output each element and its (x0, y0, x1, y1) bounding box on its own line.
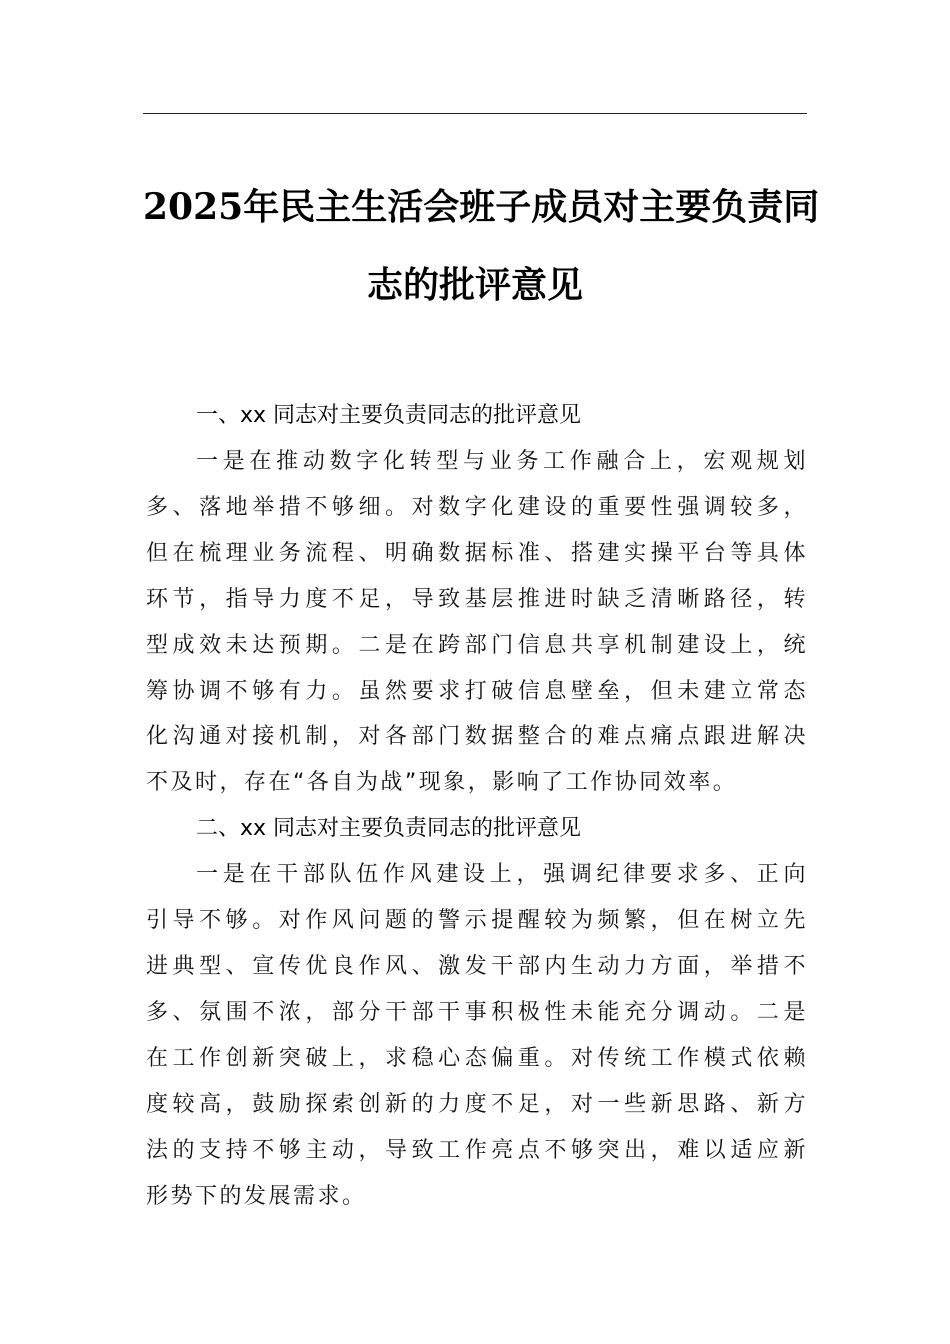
section-1 (146, 393, 808, 806)
section-paragraph (146, 852, 808, 1219)
paragraph-line: 筹协调不够有力。虽然要求打破信息壁垒，但未建立常态 (146, 678, 808, 704)
paragraph-line: 一是在干部队伍作风建设上，强调纪律要求多、正向 (196, 862, 808, 888)
section-paragraph (146, 439, 808, 806)
paragraph-line: 多、落地举措不够细。对数字化建设的重要性强调较多， (146, 494, 808, 520)
paragraph-line: 在工作创新突破上，求稳心态偏重。对传统工作模式依赖 (146, 1045, 808, 1071)
paragraph-line: 环节，指导力度不足，导致基层推进时缺乏清晰路径，转 (146, 586, 808, 612)
paragraph-line: 进典型、宣传优良作风、激发干部内生动力方面，举措不 (146, 954, 808, 980)
paragraph-line: 多、氛围不浓，部分干部干事积极性未能充分调动。二是 (146, 999, 808, 1025)
paragraph-line: 形势下的发展需求。 (146, 1183, 367, 1209)
document-body (146, 393, 808, 1220)
page-title (143, 168, 820, 324)
paragraph-line: 度较高，鼓励探索创新的力度不足，对一些新思路、新方 (146, 1091, 808, 1117)
section-heading: 一、xx 同志对主要负责同志的批评意见 (196, 403, 582, 428)
section-heading: 二、xx 同志对主要负责同志的批评意见 (196, 816, 582, 842)
paragraph-line: 一是在推动数字化转型与业务工作融合上，宏观规划 (196, 449, 808, 474)
title-line-2: 志的批评意见 (366, 264, 583, 306)
paragraph-line: 但在梳理业务流程、明确数据标准、搭建实操平台等具体 (146, 540, 808, 566)
paragraph-line: 不及时，存在“各自为战”现象，影响了工作协同效率。 (146, 770, 738, 796)
paragraph-line: 化沟通对接机制，对各部门数据整合的难点痛点跟进解决 (146, 724, 808, 750)
paragraph-line: 法的支持不够主动，导致工作亮点不够突出，难以适应新 (146, 1137, 808, 1163)
section-2 (146, 806, 808, 1219)
title-line-1: 2025年民主生活会班子成员对主要负责同 (143, 186, 820, 228)
header-rule (143, 113, 807, 114)
paragraph-line: 型成效未达预期。二是在跨部门信息共享机制建设上，统 (146, 632, 808, 658)
paragraph-line: 引导不够。对作风问题的警示提醒较为频繁，但在树立先 (146, 908, 808, 934)
